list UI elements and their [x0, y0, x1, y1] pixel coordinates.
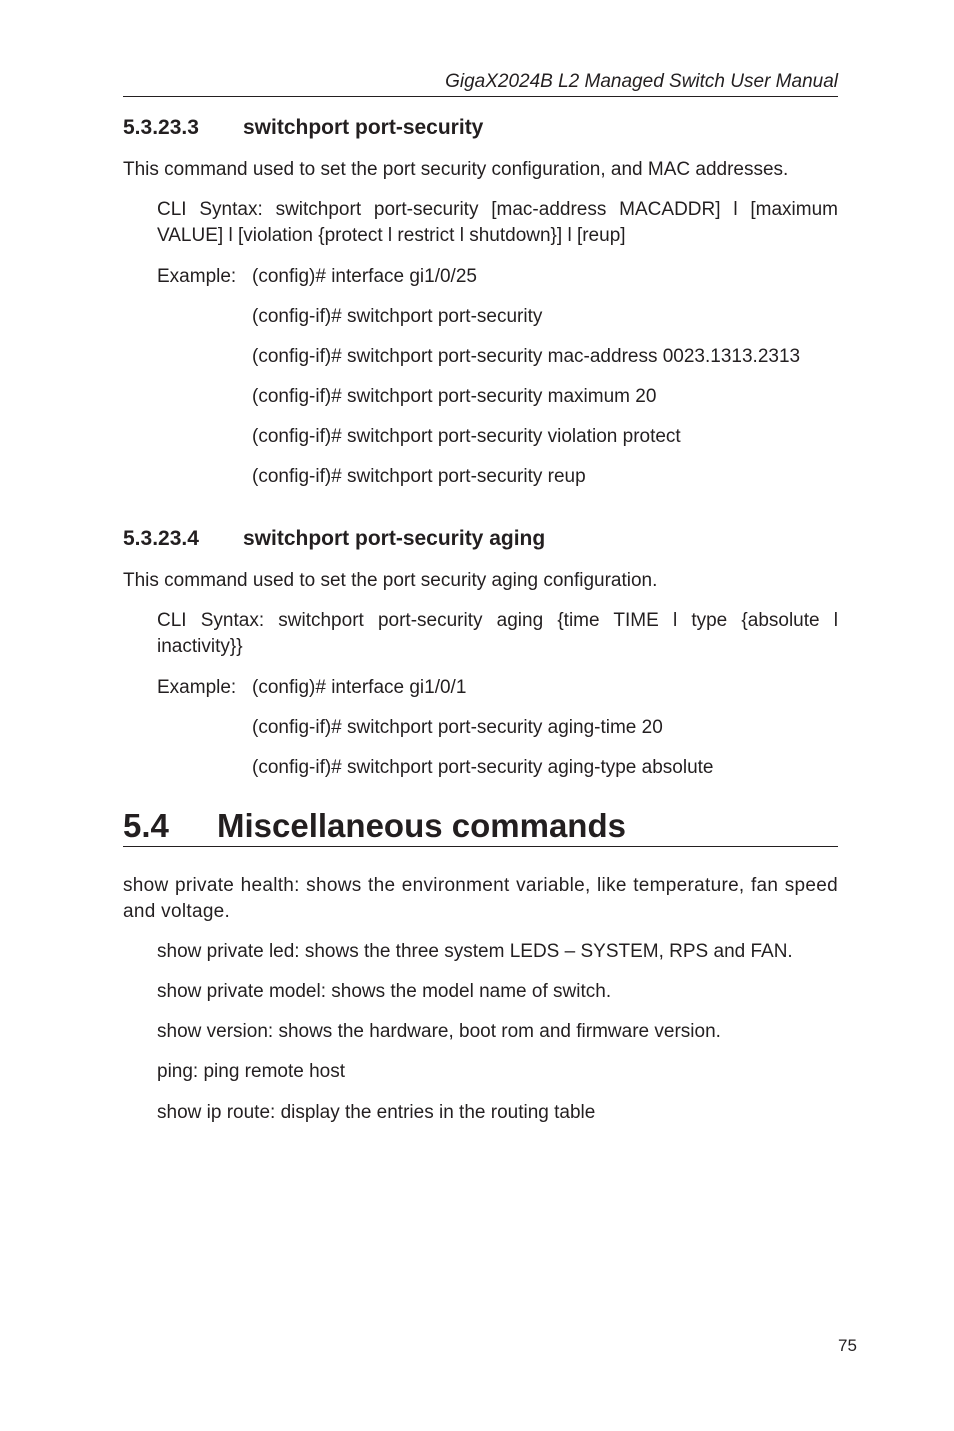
running-header: GigaX2024B L2 Managed Switch User Manual — [445, 71, 838, 92]
cli-syntax: CLI Syntax: switchport port-security [mac-address MACADDR] l [maximum VALUE] l [violation {protect l restrict l shutdown}] l [reup] — [157, 199, 838, 246]
section-number: 5.4 — [123, 807, 169, 844]
cli-syntax: CLI Syntax: switchport port-security aging {time TIME l type {absolute l inactivity}} — [157, 610, 838, 657]
example-line: (config-if)# switchport port-security reup — [252, 466, 586, 487]
section-title: switchport port-security — [243, 116, 484, 139]
misc-item: show version: shows the hardware, boot rom and firmware version. — [157, 1021, 721, 1042]
example-line: (config-if)# switchport port-security aging-time 20 — [252, 717, 663, 738]
misc-item: show private model: shows the model name of switch. — [157, 981, 612, 1002]
example-line: (config)# interface gi1/0/1 — [252, 677, 467, 698]
example-line: (config-if)# switchport port-security violation protect — [252, 426, 681, 447]
section-heading-5-3-23-3 — [123, 115, 483, 141]
section-number: 5.3.23.3 — [123, 116, 199, 139]
section-number: 5.3.23.4 — [123, 527, 199, 550]
misc-intro: show private health: shows the environment variable, like temperature, fan speed and voltage. — [123, 875, 838, 922]
misc-item: show private led: shows the three system LEDS – SYSTEM, RPS and FAN. — [157, 941, 793, 962]
example-line: (config)# interface gi1/0/25 — [252, 266, 477, 287]
section-title: Miscellaneous commands — [217, 807, 626, 844]
page-number: 75 — [838, 1336, 857, 1355]
section-description: This command used to set the port security aging configuration. — [123, 570, 658, 591]
misc-item: ping: ping remote host — [157, 1061, 346, 1082]
example-line: (config-if)# switchport port-security mac-address 0023.1313.2313 — [252, 346, 801, 367]
example-line: (config-if)# switchport port-security — [252, 306, 543, 327]
chapter-heading-5-4 — [123, 806, 838, 847]
section-description: This command used to set the port security configuration, and MAC addresses. — [123, 159, 789, 180]
section-title: switchport port-security aging — [243, 527, 546, 550]
header-rule — [123, 96, 838, 97]
example-line: (config-if)# switchport port-security maximum 20 — [252, 386, 657, 407]
section-heading-5-3-23-4 — [123, 526, 545, 552]
example-label: Example: — [157, 266, 237, 287]
example-line: (config-if)# switchport port-security aging-type absolute — [252, 757, 714, 778]
misc-item: show ip route: display the entries in the routing table — [157, 1102, 596, 1123]
example-label: Example: — [157, 677, 237, 698]
